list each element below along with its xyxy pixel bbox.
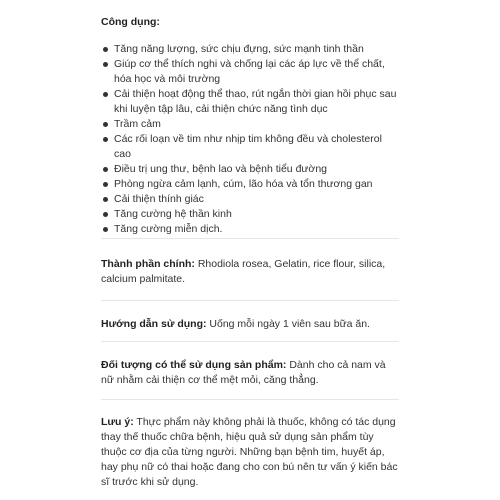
note-text: Thực phẩm này không phải là thuốc, không có tác dụng thay thế thuốc chữa bệnh, hiệu quả sử dụng sản phẩm tùy thuộc cơ địa của từng người. Những bạn bệnh tim, huyết áp, hay phụ nữ có thai hoặc đang cho con bú nên tư vấn ý kiến bác sĩ trước khi sử dụng. xyxy=(101,416,398,488)
bullet-icon xyxy=(103,62,108,67)
bullet-icon xyxy=(103,227,108,232)
uses-heading: Công dụng: xyxy=(101,16,160,28)
usage-text: Uống mỗi ngày 1 viên sau bữa ăn. xyxy=(206,318,370,330)
target-label: Đối tượng có thể sử dụng sản phẩm: xyxy=(101,359,287,371)
list-item xyxy=(101,57,399,87)
list-item xyxy=(101,132,399,162)
list-item xyxy=(101,192,399,207)
ingredients-label: Thành phần chính: xyxy=(101,258,195,270)
list-item-text: Tăng năng lượng, sức chịu đựng, sức mạnh tinh thần xyxy=(114,43,364,55)
note-paragraph xyxy=(101,415,399,490)
ingredients-text: Rhodiola rosea, Gelatin, rice flour, silica, calcium palmitate. xyxy=(101,258,386,285)
list-item-text: Các rối loạn về tim như nhịp tim không đều và cholesterol cao xyxy=(114,133,382,160)
target-paragraph xyxy=(101,358,399,388)
bullet-icon xyxy=(103,122,108,127)
list-item-text: Cải thiện hoạt động thể thao, rút ngắn thời gian hồi phục sau khi luyện tập lâu, cải thiện chức năng tình dục xyxy=(114,88,397,115)
uses-section xyxy=(101,15,399,237)
section-divider xyxy=(101,238,399,239)
list-item xyxy=(101,177,399,192)
list-item xyxy=(101,222,399,237)
bullet-icon xyxy=(103,197,108,202)
ingredients-section xyxy=(101,257,399,287)
usage-section xyxy=(101,317,399,332)
list-item xyxy=(101,87,399,117)
bullet-icon xyxy=(103,167,108,172)
list-item-text: Phòng ngừa cảm lạnh, cúm, lão hóa và tổn thương gan xyxy=(114,178,373,190)
list-item-text: Tăng cường miễn dịch. xyxy=(114,223,223,235)
target-audience-section xyxy=(101,358,399,388)
list-item-text: Tăng cường hệ thần kinh xyxy=(114,208,232,220)
note-label: Lưu ý: xyxy=(101,416,134,428)
usage-paragraph xyxy=(101,317,399,332)
bullet-icon xyxy=(103,182,108,187)
section-divider xyxy=(101,300,399,301)
list-item-text: Cải thiện thính giác xyxy=(114,193,204,205)
bullet-icon xyxy=(103,212,108,217)
section-divider xyxy=(101,341,399,342)
target-text: Dành cho cả nam và nữ nhằm cải thiện cơ thể mệt mỏi, căng thẳng. xyxy=(101,359,386,386)
note-section xyxy=(101,415,399,490)
list-item-text: Điều trị ung thư, bệnh lao và bệnh tiểu đường xyxy=(114,163,327,175)
uses-list xyxy=(101,42,399,237)
bullet-icon xyxy=(103,47,108,52)
list-item xyxy=(101,117,399,132)
bullet-icon xyxy=(103,137,108,142)
list-item xyxy=(101,42,399,57)
usage-label: Hướng dẫn sử dụng: xyxy=(101,318,207,330)
list-item-text: Giúp cơ thể thích nghi và chống lại các áp lực về thể chất, hóa học và môi trường xyxy=(114,58,385,85)
list-item xyxy=(101,162,399,177)
list-item xyxy=(101,207,399,222)
list-item-text: Trầm cảm xyxy=(114,118,161,130)
bullet-icon xyxy=(103,92,108,97)
ingredients-paragraph xyxy=(101,257,399,287)
section-divider xyxy=(101,399,399,400)
